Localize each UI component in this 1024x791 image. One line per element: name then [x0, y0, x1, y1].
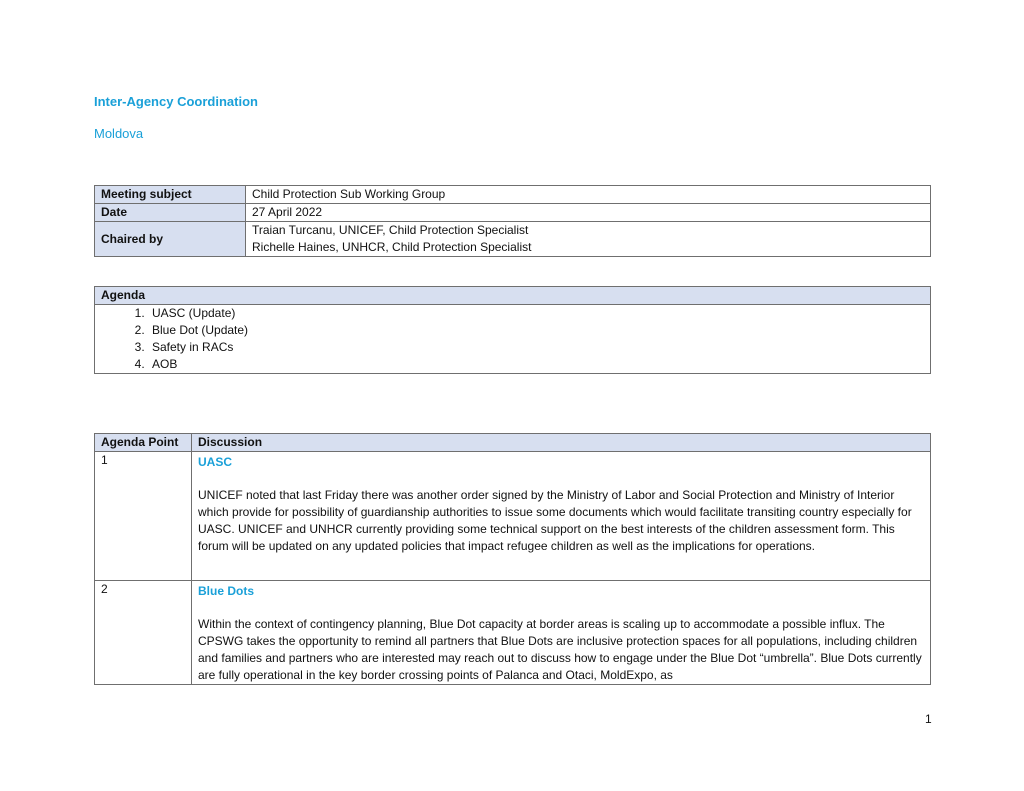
table-row — [95, 305, 931, 374]
discussion-table — [94, 433, 931, 685]
chair-value — [246, 222, 931, 257]
agenda-item: 2. Blue Dot (Update) — [148, 322, 924, 339]
agenda-heading: Agenda — [95, 287, 931, 305]
date-label: Date — [95, 204, 246, 222]
discussion-cell — [192, 452, 931, 581]
chair-person: Richelle Haines, UNHCR, Child Protection Specialist — [252, 240, 532, 254]
table-row — [95, 287, 931, 305]
topic-heading: UASC — [198, 455, 233, 469]
discussion-text: Within the context of contingency planning, Blue Dot capacity at border areas is scaling up to accommodate a possible influx. The CPSWG takes the opportunity to remind all partners that Blue Dots are inclusive protection spaces for all populations, including children and families and partners who are interested may reach out to discuss how to engage under the Blue Dot “umbrella”. Blue Dots currently are fully operational in the key border crossing points of Palanca and Otaci, MoldExpo, as — [198, 617, 922, 682]
meeting-info-table — [94, 185, 931, 257]
agenda-point-header: Agenda Point — [95, 434, 192, 452]
chair-person: Traian Turcanu, UNICEF, Child Protection Specialist — [252, 223, 529, 237]
date-value: 27 April 2022 — [246, 204, 931, 222]
agenda-items-cell — [95, 305, 931, 374]
subject-value: Child Protection Sub Working Group — [246, 186, 931, 204]
table-header-row — [95, 434, 931, 452]
table-row — [95, 204, 931, 222]
agenda-point-number: 2 — [95, 581, 192, 685]
table-row — [95, 452, 931, 581]
page-number: 1 — [925, 712, 932, 726]
discussion-cell — [192, 581, 931, 685]
table-row — [95, 186, 931, 204]
document-title: Inter-Agency Coordination — [94, 94, 258, 109]
discussion-text: UNICEF noted that last Friday there was another order signed by the Ministry of Labor and Social Protection and Ministry of Interior which provide for possibility of guardianship authorities to issue some documents which would facilitate transiting country especially for UASC. UNICEF and UNHCR currently providing some technical support on the best interests of the children assessment form. This forum will be updated on any updated policies that impact refugee children as well as the implications for operations. — [198, 488, 912, 553]
agenda-list — [101, 305, 924, 373]
agenda-item: 4. AOB — [148, 356, 924, 373]
discussion-header: Discussion — [192, 434, 931, 452]
agenda-point-number: 1 — [95, 452, 192, 581]
agenda-item: 3. Safety in RACs — [148, 339, 924, 356]
subject-label: Meeting subject — [95, 186, 246, 204]
table-row — [95, 222, 931, 257]
document-subtitle: Moldova — [94, 126, 144, 141]
topic-heading: Blue Dots — [198, 584, 255, 598]
agenda-item: 1. UASC (Update) — [148, 305, 924, 322]
table-row — [95, 581, 931, 685]
chair-label: Chaired by — [95, 222, 246, 257]
agenda-table — [94, 286, 931, 374]
